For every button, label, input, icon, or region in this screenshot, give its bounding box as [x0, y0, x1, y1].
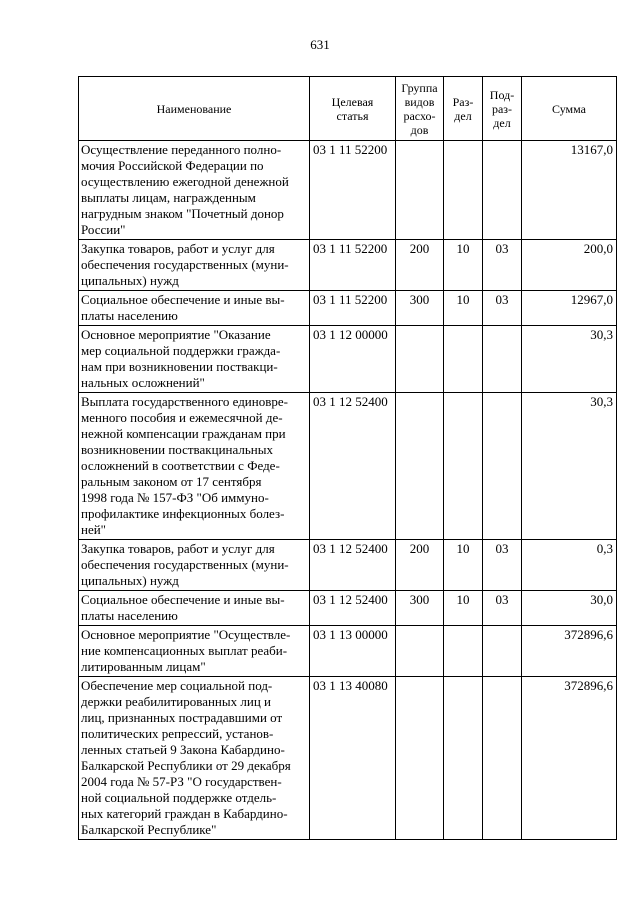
cell-sum: 372896,6 — [522, 626, 617, 677]
cell-name: Закупка товаров, работ и услуг для обеспечения государственных (муни- ципальных) нужд — [79, 240, 310, 291]
cell-name: Основное мероприятие "Осуществле- ние компенсационных выплат реаби- литированным лицам" — [79, 626, 310, 677]
cell-article: 03 1 11 52200 — [310, 291, 396, 326]
cell-group: 300 — [396, 591, 444, 626]
table-row — [79, 240, 617, 291]
cell-group — [396, 626, 444, 677]
cell-section — [444, 141, 483, 240]
cell-name: Выплата государственного единовре- менного пособия и ежемесячной де- нежной компенсации гражданам при возникновении поствакцинальных осложнений в соответствии с Феде- ральным законом от 17 сентября 1998 года № 157-ФЗ "Об иммуно- профилактике инфекционных болез- ней" — [79, 393, 310, 540]
cell-name: Основное мероприятие "Оказание мер социальной поддержки гражда- нам при возникновении поствакци- нальных осложнений" — [79, 326, 310, 393]
cell-subsection: 03 — [483, 291, 522, 326]
header-group: Группа видов расхо- дов — [396, 77, 444, 141]
table-body — [79, 141, 617, 840]
cell-sum: 13167,0 — [522, 141, 617, 240]
cell-group: 300 — [396, 291, 444, 326]
cell-article: 03 1 12 52400 — [310, 393, 396, 540]
table-row — [79, 326, 617, 393]
cell-group — [396, 326, 444, 393]
header-sum: Сумма — [522, 77, 617, 141]
cell-name: Социальное обеспечение и иные вы- платы населению — [79, 291, 310, 326]
header-section: Раз- дел — [444, 77, 483, 141]
cell-name: Обеспечение мер социальной под- держки реабилитированных лиц и лиц, признанных пострадавшими от политических репрессий, установ- ленных статьей 9 Закона Кабардино- Балкарской Республики от 29 декабря 2004 года № 57-РЗ "О государствен- ной социальной поддержке отдель- ных категорий граждан в Кабардино- Балкарской Республике" — [79, 677, 310, 840]
cell-subsection — [483, 626, 522, 677]
cell-sum: 30,0 — [522, 591, 617, 626]
cell-section — [444, 677, 483, 840]
page-number: 631 — [310, 37, 330, 52]
table-row — [79, 591, 617, 626]
cell-subsection: 03 — [483, 591, 522, 626]
budget-table — [78, 76, 617, 840]
cell-name: Закупка товаров, работ и услуг для обеспечения государственных (муни- ципальных) нужд — [79, 540, 310, 591]
header-row — [79, 77, 617, 141]
cell-sum: 30,3 — [522, 393, 617, 540]
cell-section — [444, 326, 483, 393]
cell-name: Осуществление переданного полно- мочия Российской Федерации по осуществлению ежегодной денежной выплаты лицам, награжденным нагрудным знаком "Почетный донор России" — [79, 141, 310, 240]
header-name: Наименование — [79, 77, 310, 141]
cell-article: 03 1 11 52200 — [310, 240, 396, 291]
cell-section — [444, 393, 483, 540]
table-row — [79, 291, 617, 326]
cell-subsection — [483, 141, 522, 240]
cell-subsection: 03 — [483, 240, 522, 291]
cell-sum: 12967,0 — [522, 291, 617, 326]
table-row — [79, 677, 617, 840]
table-row — [79, 626, 617, 677]
cell-section — [444, 626, 483, 677]
cell-subsection — [483, 326, 522, 393]
cell-name: Социальное обеспечение и иные вы- платы населению — [79, 591, 310, 626]
cell-group: 200 — [396, 540, 444, 591]
table-row — [79, 141, 617, 240]
cell-article: 03 1 13 00000 — [310, 626, 396, 677]
cell-article: 03 1 11 52200 — [310, 141, 396, 240]
cell-subsection — [483, 677, 522, 840]
cell-group: 200 — [396, 240, 444, 291]
cell-article: 03 1 13 40080 — [310, 677, 396, 840]
cell-group — [396, 141, 444, 240]
cell-subsection — [483, 393, 522, 540]
cell-sum: 30,3 — [522, 326, 617, 393]
header-subsection: Под- раз- дел — [483, 77, 522, 141]
cell-group — [396, 677, 444, 840]
cell-section: 10 — [444, 591, 483, 626]
cell-article: 03 1 12 00000 — [310, 326, 396, 393]
cell-sum: 0,3 — [522, 540, 617, 591]
cell-article: 03 1 12 52400 — [310, 591, 396, 626]
cell-article: 03 1 12 52400 — [310, 540, 396, 591]
cell-group — [396, 393, 444, 540]
cell-subsection: 03 — [483, 540, 522, 591]
cell-sum: 372896,6 — [522, 677, 617, 840]
cell-sum: 200,0 — [522, 240, 617, 291]
table-row — [79, 540, 617, 591]
header-article: Целевая статья — [310, 77, 396, 141]
cell-section: 10 — [444, 291, 483, 326]
table-row — [79, 393, 617, 540]
cell-section: 10 — [444, 540, 483, 591]
cell-section: 10 — [444, 240, 483, 291]
